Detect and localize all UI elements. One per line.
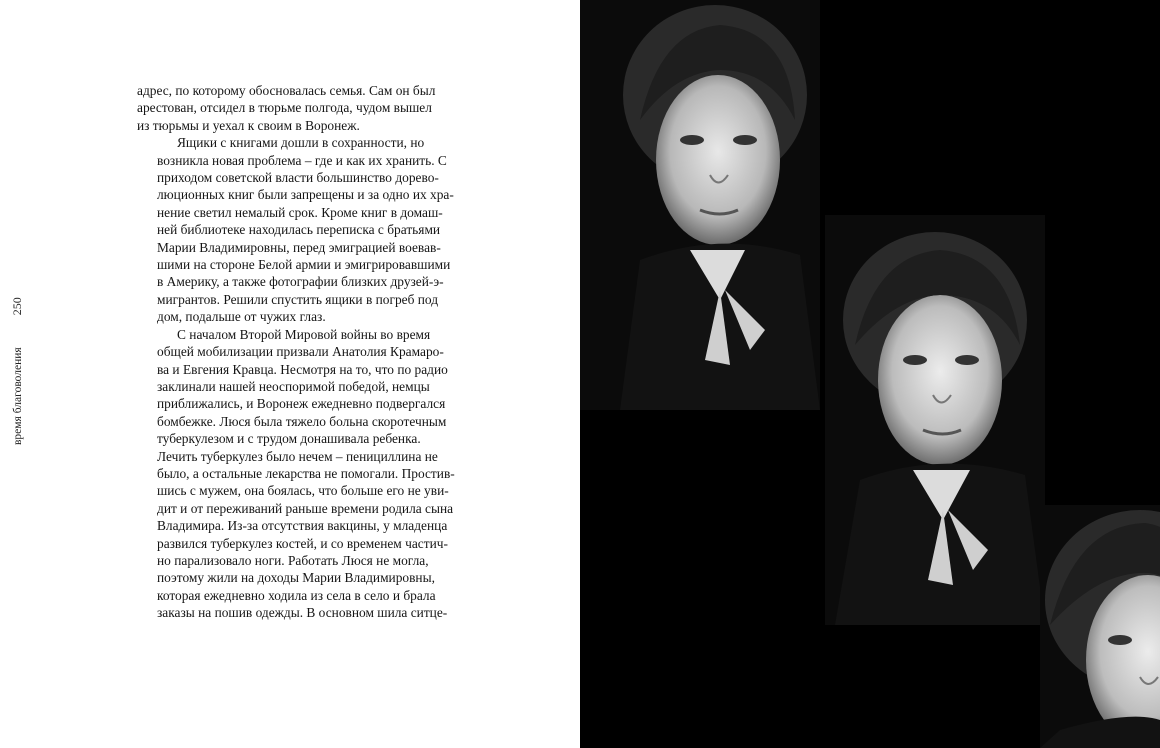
text-line: развился туберкулез костей, и со временем частич- (157, 535, 448, 551)
text-line: в Америку, а также фотографии близких друзей-э- (157, 274, 444, 290)
text-line: заклинали нашей неоспоримой победой, немцы (157, 378, 430, 394)
text-line: возникла новая проблема – где и как их хранить. С (157, 152, 447, 168)
text-line: Ящики с книгами дошли в сохранности, но (177, 135, 425, 151)
text-line: было, а остальные лекарства не помогали. Простив- (157, 465, 455, 481)
text-line: ва и Евгения Кравца. Несмотря на то, что по радио (157, 361, 448, 377)
text-line: дом, подальше от чужих глаз. (157, 309, 326, 325)
text-line: ней библиотеке находилась переписка с братьями (157, 222, 441, 238)
portrait-photo-1 (580, 0, 820, 410)
text-line: общей мобилизации призвали Анатолия Крамаро- (157, 344, 444, 360)
text-line: шими на стороне Белой армии и эмигрировавшими (157, 257, 451, 273)
paragraph (137, 326, 464, 622)
text-line: которая ежедневно ходила из села в село и брала (157, 587, 436, 603)
text-line: приходом советской власти большинство дорево- (157, 170, 439, 186)
text-line: Марии Владимировны, перед эмиграцией воевав- (157, 239, 441, 255)
portrait-photo-2 (825, 215, 1045, 625)
text-line: мигрантов. Решили спустить ящики в погреб под (157, 291, 439, 307)
body-text (137, 82, 464, 622)
portrait-photo-3 (1040, 505, 1160, 748)
text-line: бомбежке. Люся была тяжело больна скоротечным (157, 413, 447, 429)
text-line: адрес, по которому обосновалась семья. Сам он был (137, 83, 436, 98)
page-number: 250 (10, 297, 24, 316)
running-head (10, 297, 25, 445)
text-line: приближались, и Воронеж ежедневно подвергался (157, 396, 446, 412)
text-line: шись с мужем, она боялась, что больше его не уви- (157, 483, 449, 499)
text-line: Лечить туберкулез было нечем – пенициллина не (157, 448, 438, 464)
text-line: С началом Второй Мировой войны во время (177, 326, 431, 342)
text-line: поэтому жили на доходы Марии Владимировны, (157, 570, 435, 586)
text-line: из тюрьмы и уехал к своим в Воронеж. (137, 117, 360, 133)
text-line: заказы на пошив одежды. В основном шила ситце- (157, 605, 448, 621)
running-head-title: время благоволения (12, 347, 24, 445)
paragraph (137, 82, 464, 134)
text-line: Владимира. Из-за отсутствия вакцины, у младенца (157, 518, 448, 534)
text-line: нение светил немалый срок. Кроме книг в домаш- (157, 204, 443, 220)
paragraph (137, 134, 464, 325)
photo-collage (580, 0, 1160, 748)
text-line: но парализовало ноги. Работать Люся не могла, (157, 552, 429, 568)
text-line: туберкулезом и с трудом донашивала ребенка. (157, 431, 421, 447)
text-line: люционных книг были запрещены и за одно их хра- (157, 187, 454, 203)
text-line: арестован, отсидел в тюрьме полгода, чудом вышел (137, 100, 432, 116)
text-line: дит и от переживаний раньше времени родила сына (157, 500, 454, 516)
